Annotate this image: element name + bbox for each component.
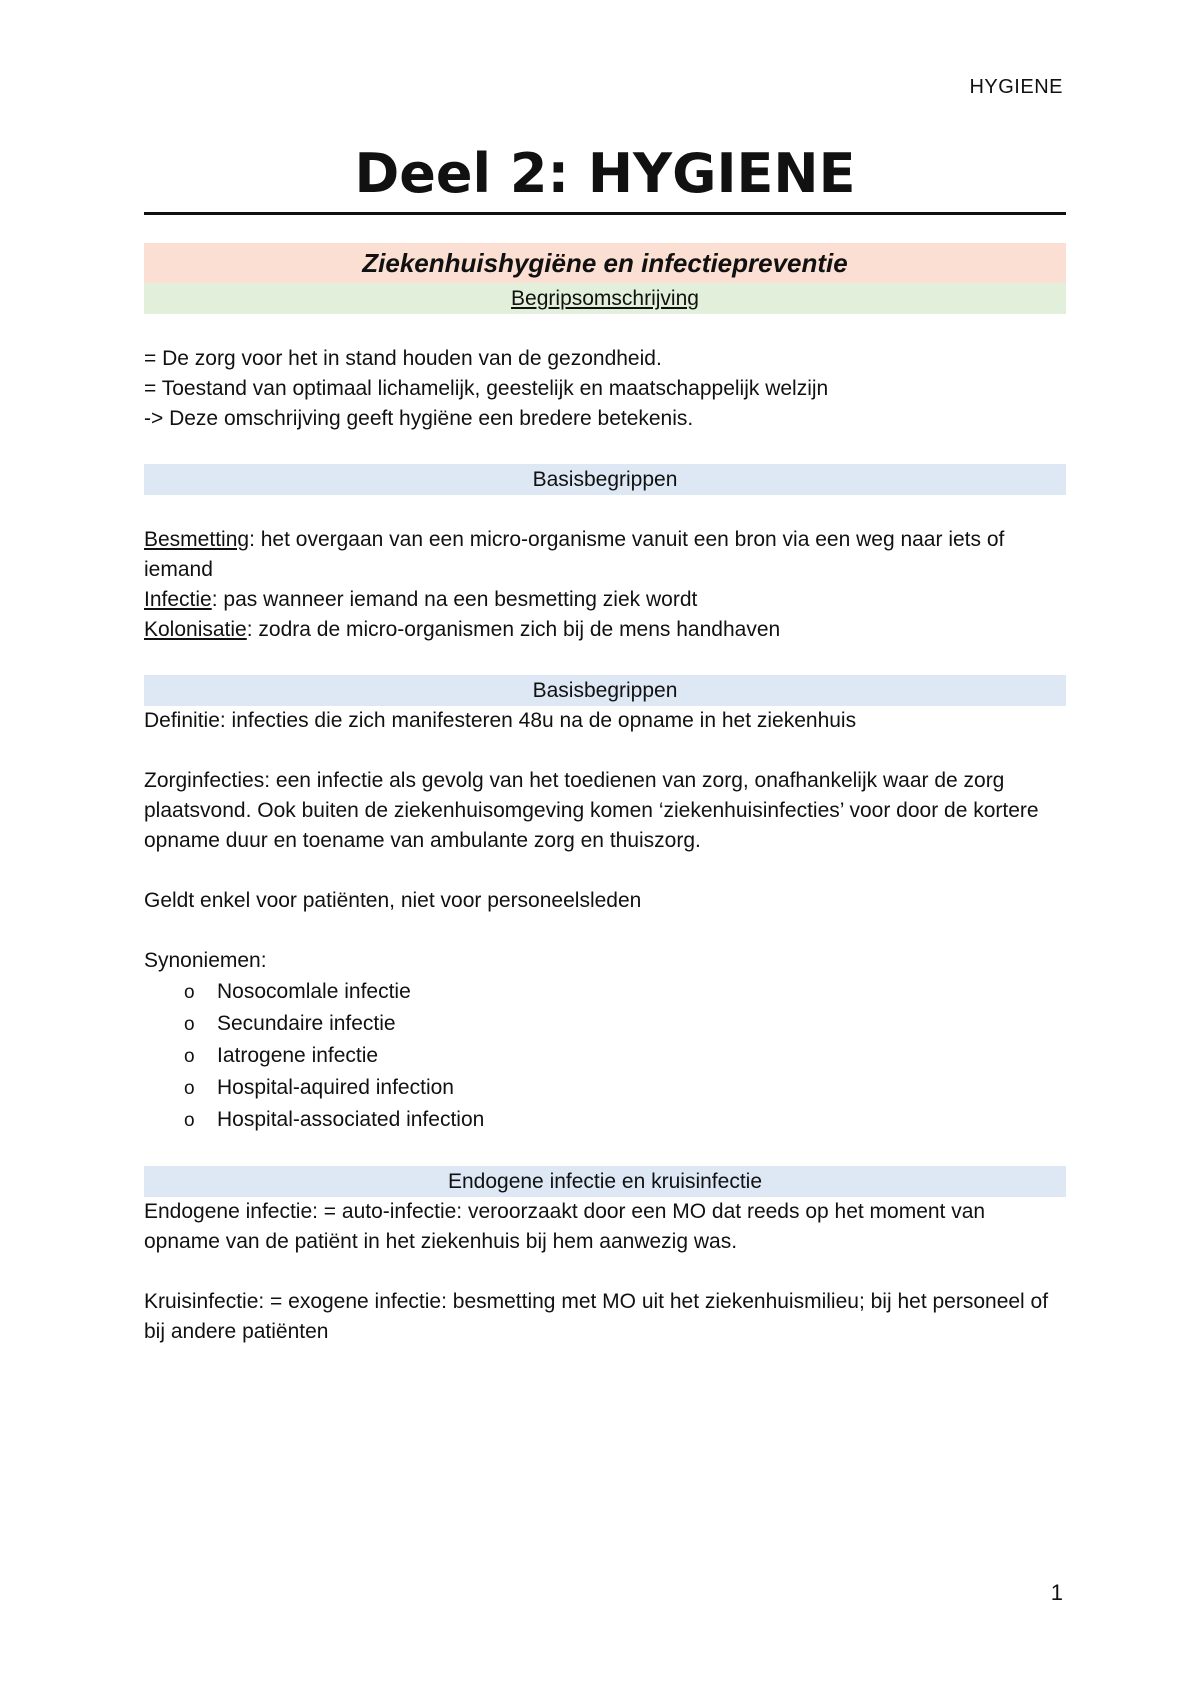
circle-bullet-icon: o [184,1014,195,1035]
list-item [144,976,1066,1008]
section-title-band: Ziekenhuishygiëne en infectiepreventie [144,243,1066,283]
list-item-text: Nosocomlale infectie [217,980,411,1003]
spacer [144,434,1066,464]
spacer [144,1136,1066,1166]
synonyms-label: Synoniemen: [144,949,267,972]
spacer [144,856,1066,886]
term-definition [144,585,1066,615]
list-item [144,1072,1066,1104]
page-number: 1 [1050,1580,1063,1605]
term-text: : zodra de micro-organismen zich bij de mens handhaven [246,618,781,641]
list-item [144,1008,1066,1040]
list-item-text: Secundaire infectie [217,1012,396,1035]
definition-paragraph: Definitie: infecties die zich manifesteren 48u na de opname in het ziekenhuis [144,709,857,732]
term-definition [144,615,1066,645]
page-content [144,142,1066,1347]
term-text: : het overgaan van een micro-organisme vanuit een bron via een weg naar iets of iemand [144,528,1005,581]
intro-line: = Toestand van optimaal lichamelijk, geestelijk en maatschappelijk welzijn [144,377,829,400]
kruisinfectie-paragraph: Kruisinfectie: = exogene infectie: besmetting met MO uit het ziekenhuismilieu; bij het personeel of bij andere patiënten [144,1290,1049,1343]
spacer [144,1257,1066,1287]
spacer [144,314,1066,344]
term-text: : pas wanneer iemand na een besmetting ziek wordt [211,588,698,611]
spacer [144,916,1066,946]
endogene-paragraph: Endogene infectie: = auto-infectie: veroorzaakt door een MO dat reeds op het moment van opname van de patiënt in het ziekenhuis bij hem aanwezig was. [144,1200,986,1253]
list-item-text: Iatrogene infectie [217,1044,379,1067]
heading-endogene-kruisinfectie: Endogene infectie en kruisinfectie [144,1166,1066,1197]
section-subtitle-band: Begripsomschrijving [144,283,1066,314]
circle-bullet-icon: o [184,1078,195,1099]
term-label: Besmetting [144,528,250,551]
running-header: HYGIENE [969,76,1063,98]
heading-basisbegrippen-2: Basisbegrippen [144,675,1066,706]
term-definition [144,525,1066,585]
list-item [144,1104,1066,1136]
heading-basisbegrippen-1: Basisbegrippen [144,464,1066,495]
list-item-text: Hospital-associated infection [217,1108,485,1131]
circle-bullet-icon: o [184,1046,195,1067]
intro-line: = De zorg voor het in stand houden van de gezondheid. [144,347,662,370]
synonyms-list [144,976,1066,1136]
document-title: Deel 2: HYGIENE [144,142,1066,215]
term-label: Infectie [144,588,212,611]
spacer [144,495,1066,525]
circle-bullet-icon: o [184,1110,195,1131]
term-label: Kolonisatie [144,618,247,641]
list-item [144,1040,1066,1072]
intro-line: -> Deze omschrijving geeft hygiëne een bredere betekenis. [144,407,694,430]
scope-paragraph: Geldt enkel voor patiënten, niet voor personeelsleden [144,889,642,912]
spacer [144,645,1066,675]
spacer [144,736,1066,766]
list-item-text: Hospital-aquired infection [217,1076,454,1099]
zorginfecties-paragraph: Zorginfecties: een infectie als gevolg van het toedienen van zorg, onafhankelijk waar de zorg plaatsvond. Ook buiten de ziekenhuisomgeving komen ‘ziekenhuisinfecties’ voor door de kortere opname duur en toename van ambulante zorg en thuiszorg. [144,769,1039,852]
circle-bullet-icon: o [184,982,195,1003]
